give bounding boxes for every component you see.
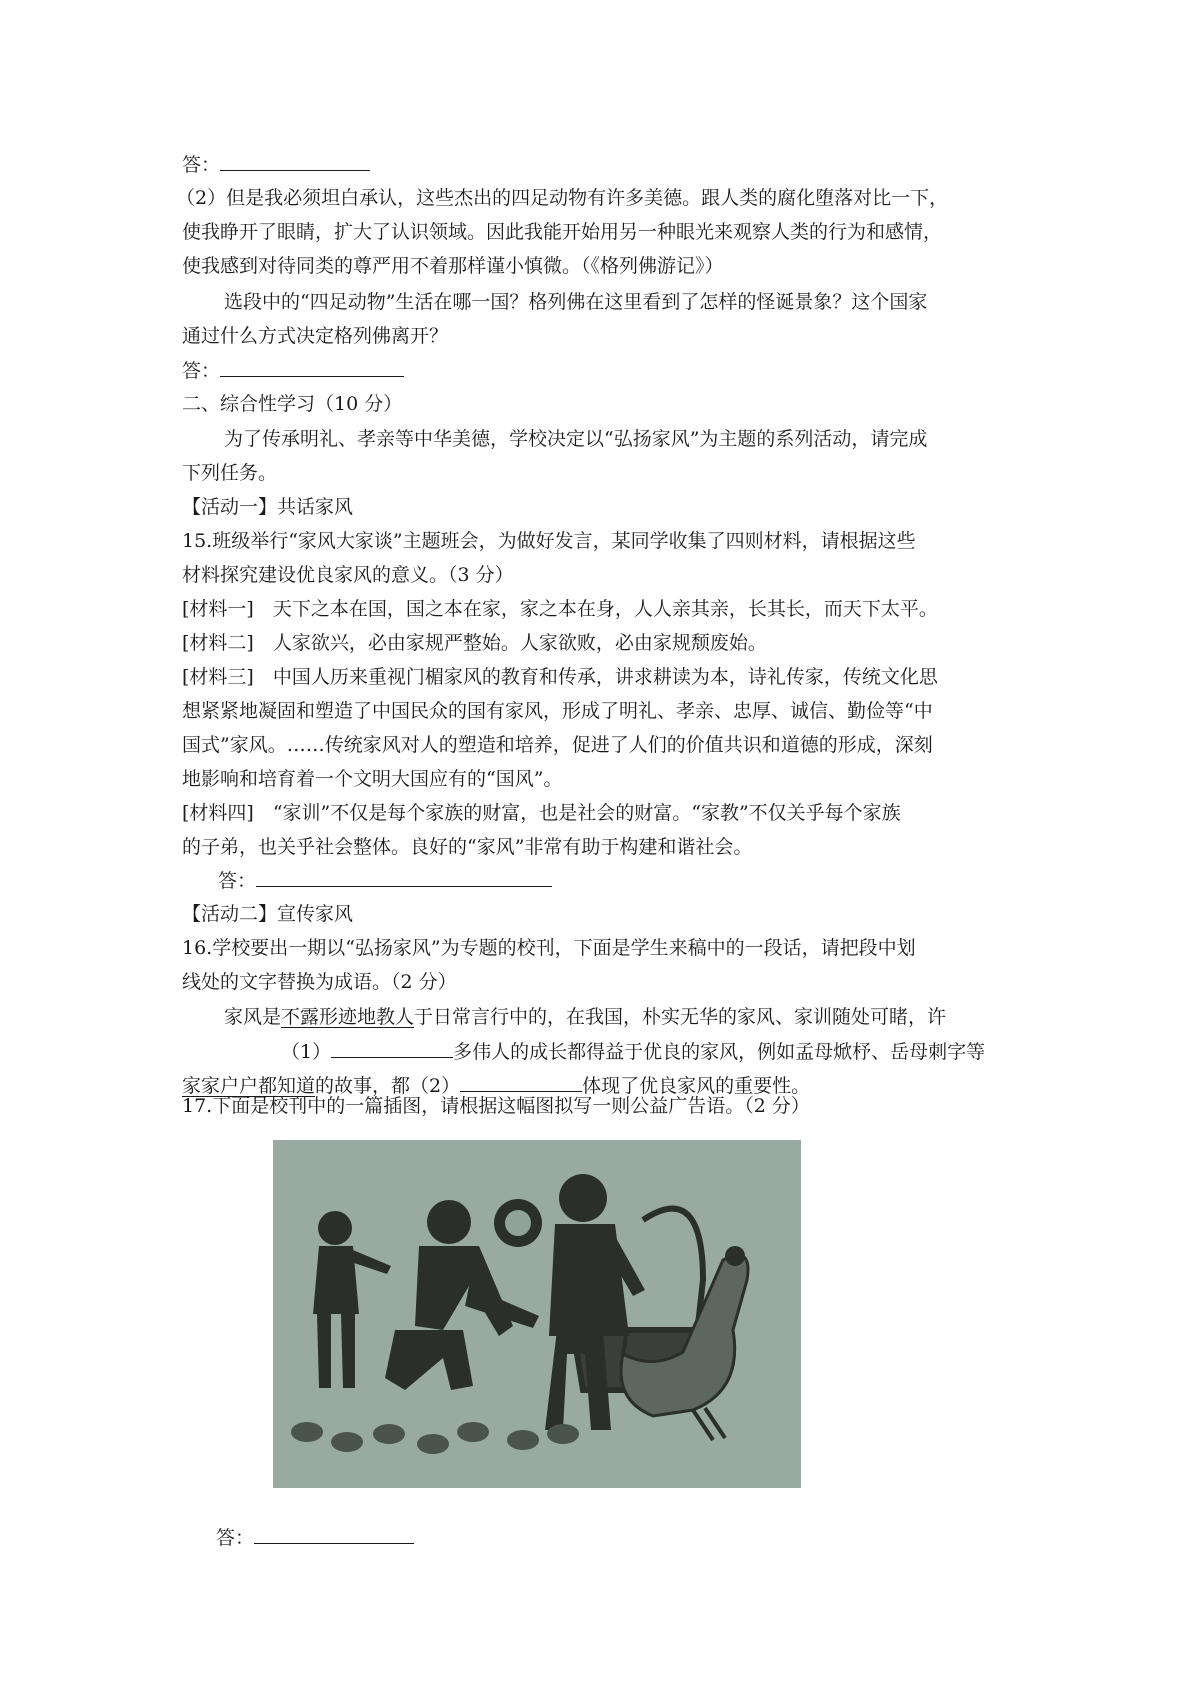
answer-blank[interactable] bbox=[220, 356, 404, 377]
section-intro-1: 为了传承明礼、孝亲等中华美德，学校决定以“弘扬家风”为主题的系列活动，请完成 bbox=[224, 428, 928, 450]
q15-line-2: 材料探究建设优良家风的意义。（3 分） bbox=[182, 564, 514, 586]
q16-passage-line-1: 家风是不露形迹地教人于日常言行中的，在我国，朴实无华的家风、家训随处可睹，许 bbox=[224, 1006, 947, 1028]
material-3-line-1: [材料三] 中国人历来重视门楣家风的教育和传承，讲求耕读为本，诗礼传家，传统文化思 bbox=[182, 666, 938, 688]
activity-1-title: 【活动一】共话家风 bbox=[182, 496, 354, 518]
q14-2-question-1: 选段中的“四足动物”生活在哪一国？格列佛在这里看到了怎样的怪诞景象？这个国家 bbox=[224, 291, 928, 313]
q15-line-1: 15.班级举行“家风大家谈”主题班会，为做好发言，某同学收集了四则材料，请根据这些 bbox=[182, 530, 916, 552]
q16-passage-line-3: 家家户户都知道的故事，都（2） 体现了优良家风的重要性。 bbox=[182, 1071, 810, 1100]
material-1: [材料一] 天下之本在国，国之本在家，家之本在身，人人亲其亲，长其长，而天下太平。 bbox=[182, 598, 938, 620]
material-4-line-2: 的子弟，也关乎社会整体。良好的“家风”非常有助于构建和谐社会。 bbox=[182, 836, 753, 858]
answer-blank[interactable] bbox=[256, 866, 552, 887]
q14-1-answer: 答： bbox=[182, 150, 370, 179]
material-4-line-1: [材料四] “家训”不仅是每个家族的财富，也是社会的财富。“家教”不仅关乎每个家族 bbox=[182, 802, 901, 824]
material-3-line-4: 地影响和培育着一个文明大国应有的“国风”。 bbox=[182, 768, 563, 790]
underlined-phrase-2: 家家户户都知道 bbox=[182, 1075, 316, 1097]
q14-2-answer: 答： bbox=[182, 356, 404, 385]
illustration bbox=[273, 1140, 801, 1488]
underlined-phrase-1: 不露形迹地教人 bbox=[281, 1006, 415, 1028]
q17-answer: 答： bbox=[216, 1523, 414, 1552]
section-intro-2: 下列任务。 bbox=[182, 462, 278, 484]
q16-passage-line-2: （1） 多伟人的成长都得益于优良的家风，例如孟母焮杼、岳母刺字等 bbox=[281, 1037, 985, 1066]
activity-2-title: 【活动二】宣传家风 bbox=[182, 903, 354, 925]
material-3-line-3: 国式”家风。……传统家风对人的塑造和培养，促进了人们的价值共识和道德的形成，深刻 bbox=[182, 734, 933, 756]
blank-2[interactable] bbox=[460, 1071, 582, 1092]
q14-2-line-3: 使我感到对待同类的尊严用不着那样谨小慎微。（《格列佛游记》） bbox=[182, 255, 724, 277]
q17-prompt: 17.下面是校刊中的一篇插图，请根据这幅图拟写一则公益广告语。（2 分） bbox=[182, 1095, 810, 1117]
material-3-line-2: 想紧紧地凝固和塑造了中国民众的国有家风，形成了明礼、孝亲、忠厚、诚信、勤俭等“中 bbox=[182, 700, 933, 722]
q16-line-2: 线处的文字替换为成语。（2 分） bbox=[182, 971, 457, 993]
section-heading: 二、综合性学习（10 分） bbox=[182, 393, 403, 415]
q16-line-1: 16.学校要出一期以“弘扬家风”为专题的校刊，下面是学生来稿中的一段话，请把段中划 bbox=[182, 937, 916, 959]
material-2: [材料二] 人家欲兴，必由家规严整始。人家欲败，必由家规颓废始。 bbox=[182, 632, 767, 654]
blank-1[interactable] bbox=[331, 1037, 453, 1058]
q14-2-question-2: 通过什么方式决定格列佛离开？ bbox=[182, 325, 449, 347]
q14-2-line-2: 使我睁开了眼睛，扩大了认识领域。因此我能开始用另一种眼光来观察人类的行为和感情， bbox=[182, 221, 943, 243]
answer-blank[interactable] bbox=[220, 150, 370, 171]
q14-2-line-1: （2）但是我必须坦白承认，这些杰出的四足动物有许多美德。跟人类的腐化堕落对比一下， bbox=[176, 187, 949, 209]
q15-answer: 答： bbox=[218, 866, 552, 895]
answer-blank[interactable] bbox=[254, 1523, 414, 1544]
